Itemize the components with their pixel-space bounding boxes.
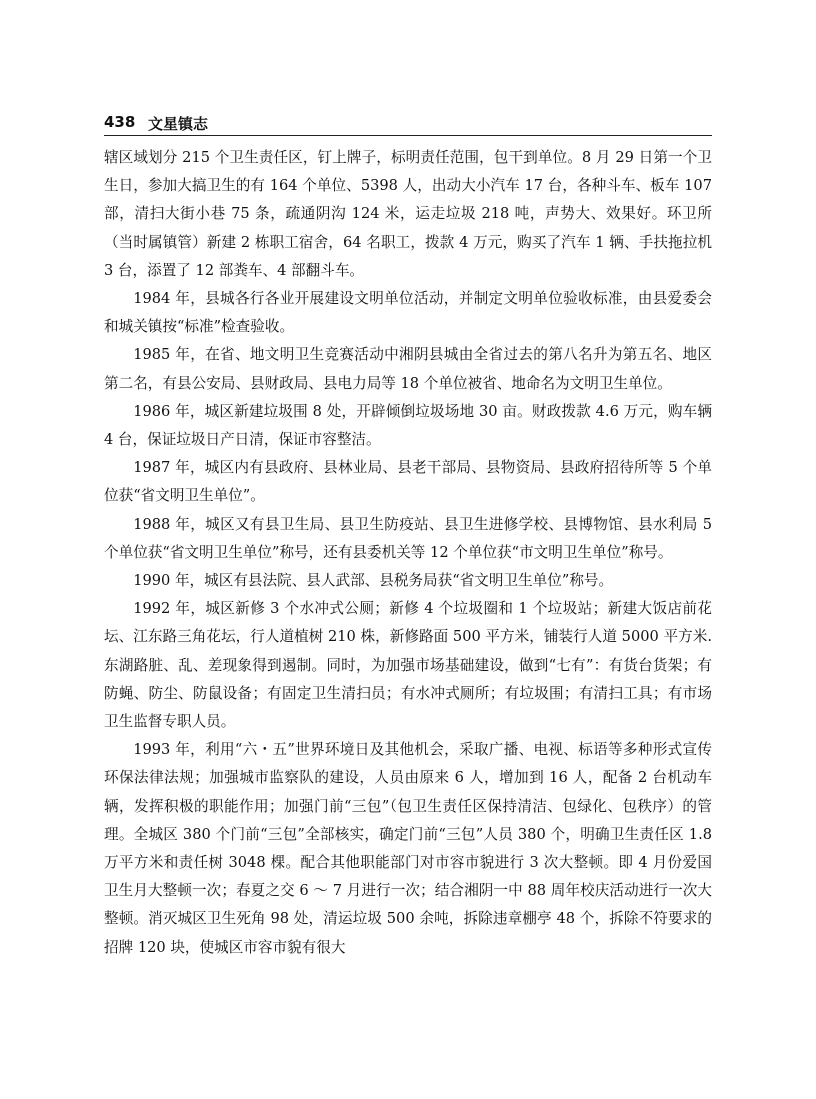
book-title: 文星镇志 bbox=[148, 115, 209, 133]
paragraph-1985: 1985 年，在省、地文明卫生竞赛活动中湘阴县城由全省过去的第八名升为第五名、地区第二名，有县公安局、县财政局、县电力局等 18 个单位被省、地命名为文明卫生单位。 bbox=[104, 346, 712, 392]
paragraph-1990: 1990 年，城区有县法院、县人武部、县税务局获“省文明卫生单位”称号。 bbox=[133, 572, 614, 590]
paragraph-1988: 1988 年，城区又有县卫生局、县卫生防疫站、县卫生进修学校、县博物馆、县水利局 5 个单位获“省文明卫生单位”称号，还有县委机关等 12 个单位获“市文明卫生单位”称号。 bbox=[104, 515, 712, 561]
paragraph-1987: 1987 年，城区内有县政府、县林业局、县老干部局、县物资局、县政府招待所等 5 个单位获“省文明卫生单位”。 bbox=[104, 459, 712, 505]
page-number: 438 bbox=[104, 113, 136, 131]
paragraph-1986: 1986 年，城区新建垃圾围 8 处，开辟倾倒垃圾场地 30 亩。财政拨款 4.6 万元，购车辆 4 台，保证垃圾日产日清，保证市容整洁。 bbox=[104, 402, 712, 449]
paragraph-1993: 1993 年，利用“六・五”世界环境日及其他机会，采取广播、电视、标语等多种形式宣传环保法律法规；加强城市监察队的建设，人员由原来 6 人，增加到 16 人，配备 2 台机动车辆，发挥积极的职能作用；加强门前“三包”（包卫生责任区保持清洁、包绿化、包秩序）的管理。全城区 380 个门前“三包”全部核实，确定门前“三包”人员 380 个，明确卫生责任区 1.8 万平方米和责任树 3048 棵。配合其他职能部门对市容市貌进行 3 次大整顿。即 4 月份爱国卫生月大整顿一次；春夏之交 6 ～ 7 月进行一次；结合湘阴一中 88 周年校庆活动进行一次大整顿。消灭城区卫生死角 98 处，清运垃圾 500 余吨，拆除违章棚亭 48 个，拆除不符要求的招牌 120 块，使城区市容市貌有很大 bbox=[104, 741, 712, 956]
paragraph-1984: 1984 年，县城各行各业开展建设文明单位活动，并制定文明单位验收标准，由县爱委会和城关镇按“标准”检查验收。 bbox=[104, 290, 712, 336]
paragraph-1992: 1992 年，城区新修 3 个水冲式公厕；新修 4 个垃圾圈和 1 个垃圾站；新建大饭店前花坛、江东路三角花坛，行人道植树 210 株，新修路面 500 平方米，铺装行人道 5000 平方米. 东湖路脏、乱、差现象得到遏制。同时，为加强市场基础建设，做到“七有”：有货台货架；有防蝇、防尘、防鼠设备；有固定卫生清扫员；有水冲式厕所；有垃圾围；有清扫工具；有市场卫生监督专职人员。 bbox=[104, 600, 712, 731]
page-header bbox=[104, 111, 712, 136]
paragraph-continuation: 辖区域划分 215 个卫生责任区，钉上牌子，标明责任范围，包干到单位。8 月 29 日第一个卫生日，参加大搞卫生的有 164 个单位、5398 人，出动大小汽车 17 台，各种斗车、板车 107 部，清扫大街小巷 75 条，疏通阴沟 124 米，运走垃圾 218 吨，声势大、效果好。环卫所（当时属镇管）新建 2 栋职工宿舍，64 名职工，拨款 4 万元，购买了汽车 1 辆、手扶拖拉机 3 台，添置了 12 部粪车、4 部翻斗车。 bbox=[104, 149, 712, 279]
body-text bbox=[104, 144, 712, 962]
